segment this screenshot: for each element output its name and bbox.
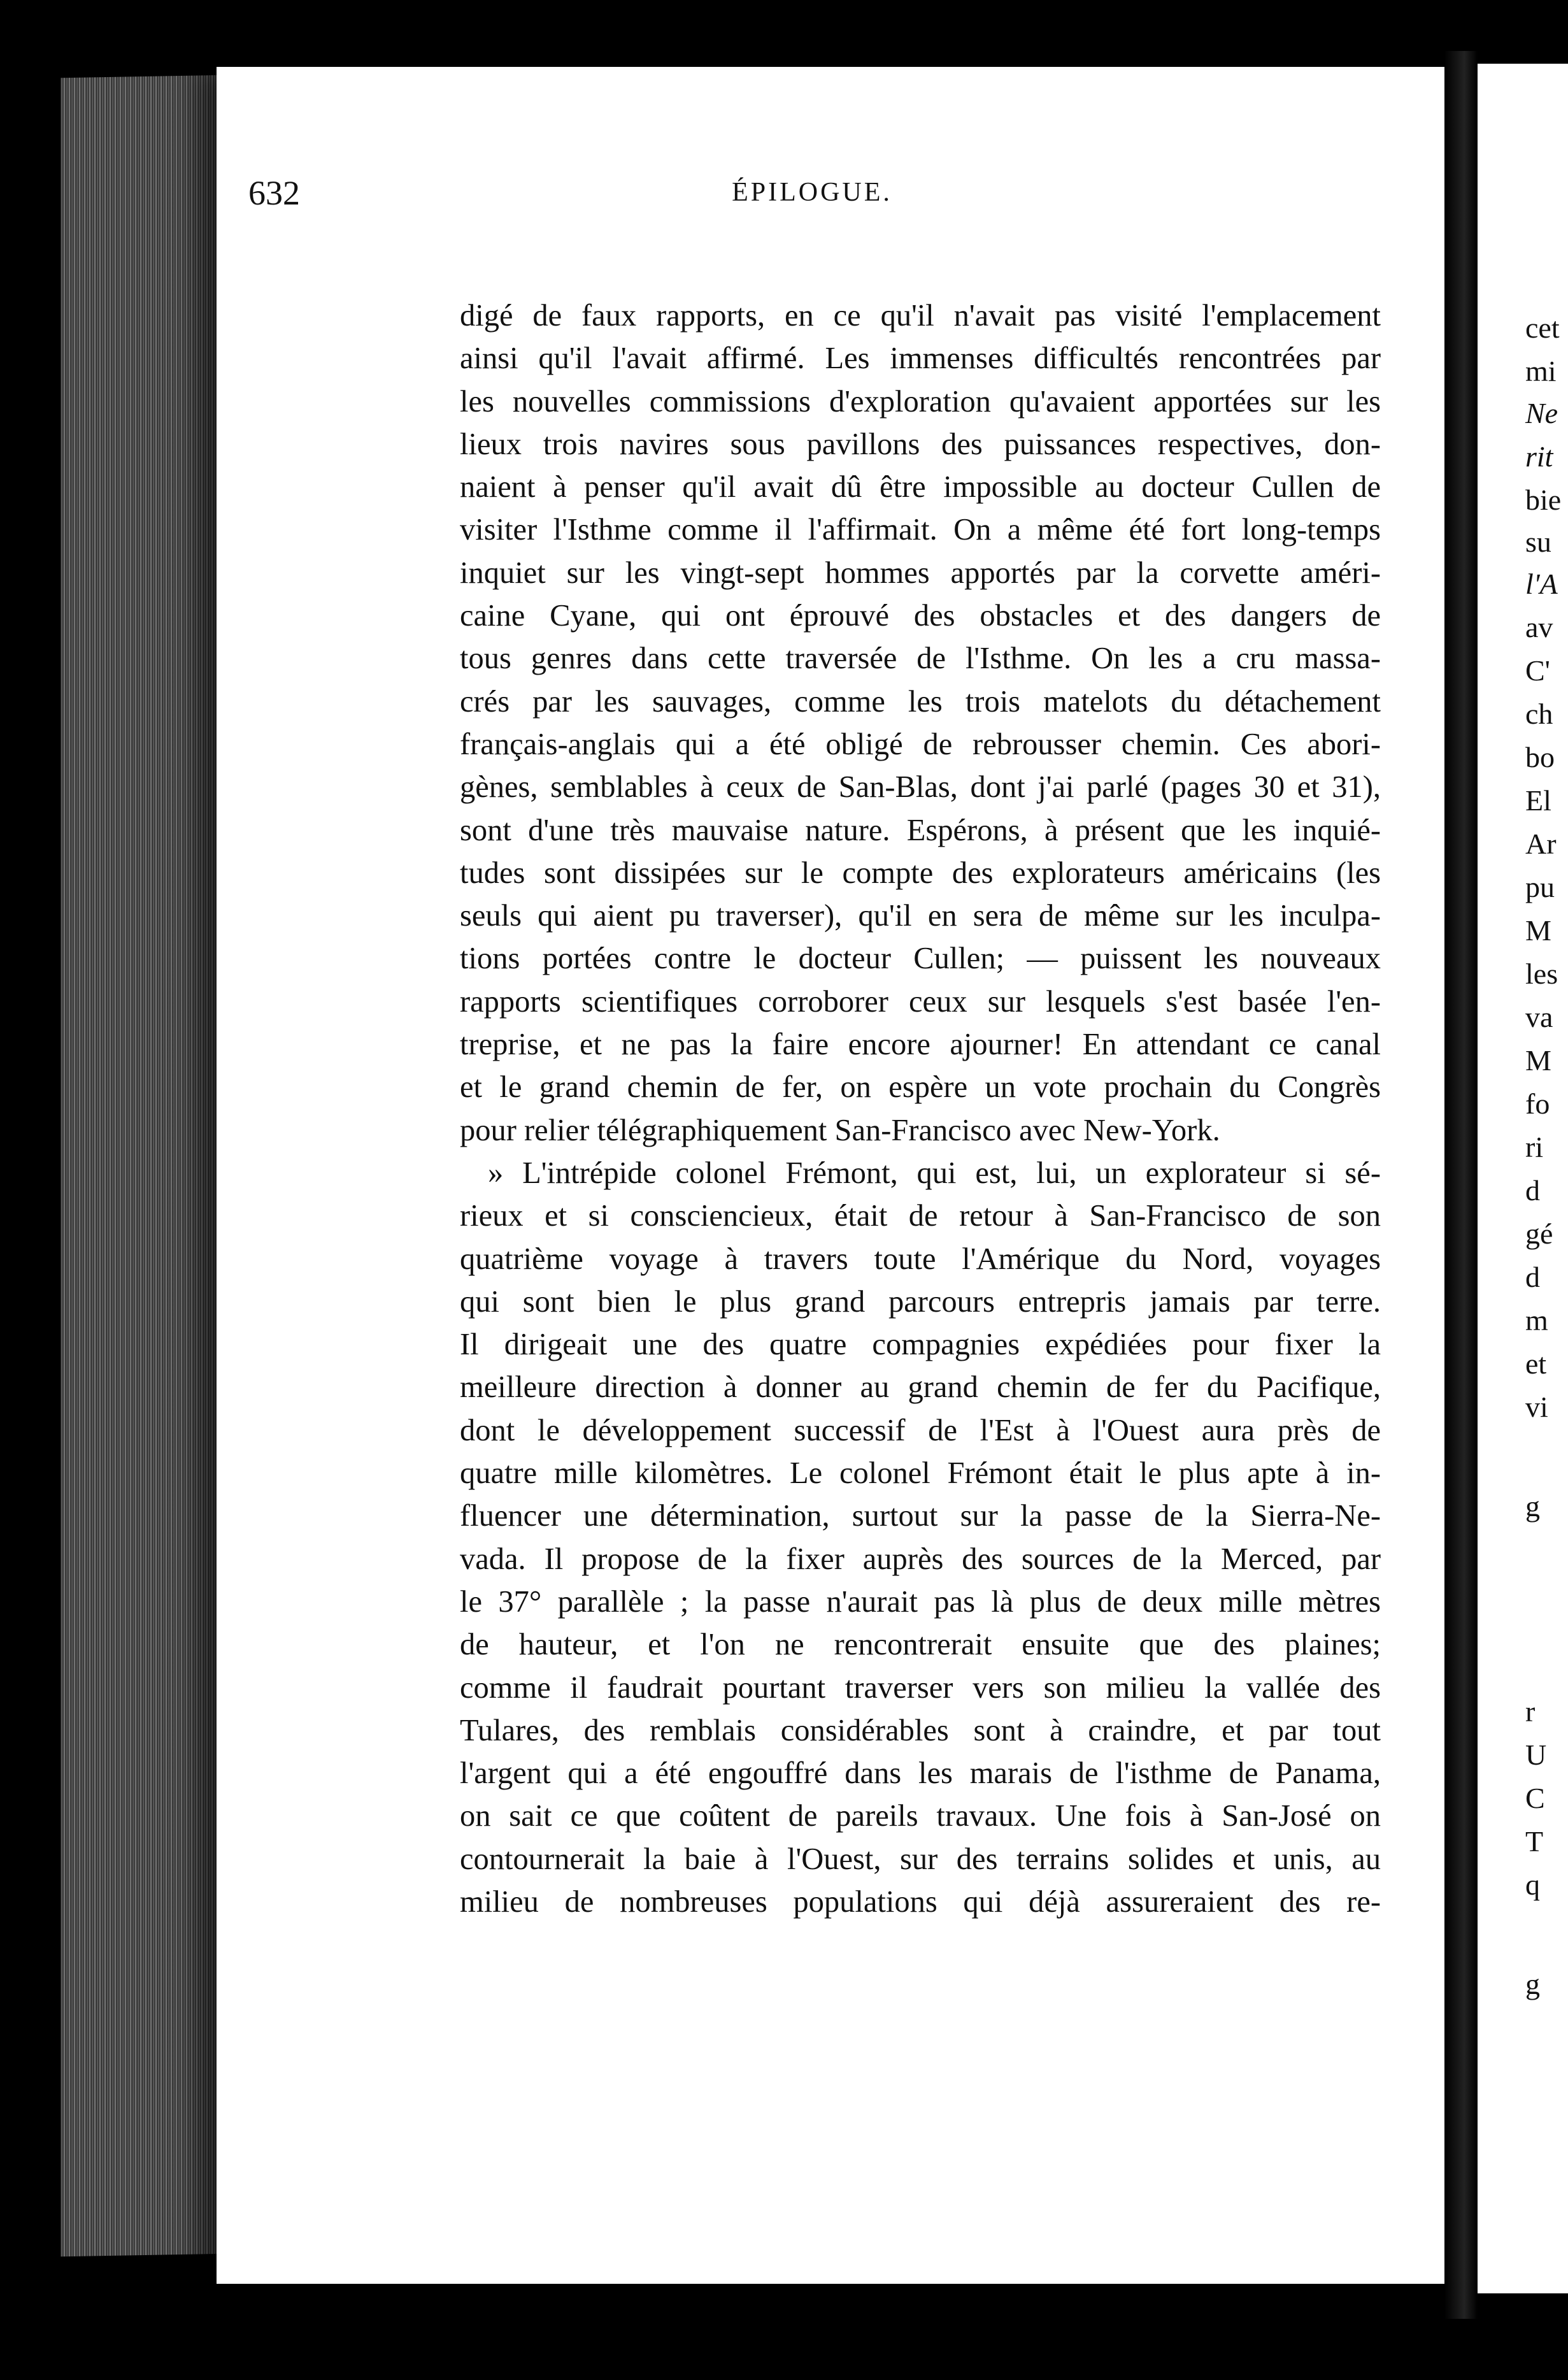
text-line: on sait ce que coûtent de pareils travaux. Une fois à San-José on xyxy=(460,1799,1381,1833)
facing-page-fragment: T xyxy=(1525,1825,1544,1858)
facing-page-fragment: d xyxy=(1525,1261,1540,1293)
text-line: de hauteur, et l'on ne rencontrerait ensuite que des plaines; xyxy=(460,1628,1381,1662)
book-gutter xyxy=(1444,51,1478,2319)
facing-page-fragment: Ar xyxy=(1525,828,1557,860)
text-line: le 37° parallèle ; la passe n'aurait pas là plus de deux mille mètres xyxy=(460,1584,1381,1619)
text-line: sont d'une très mauvaise nature. Espérons, à présent que les inquié- xyxy=(460,813,1381,847)
text-line: vada. Il propose de la fixer auprès des sources de la Merced, par xyxy=(460,1542,1381,1576)
facing-page-fragment: El xyxy=(1525,784,1551,817)
facing-page-fragment: cet xyxy=(1525,312,1560,344)
text-line: lieux trois navires sous pavillons des puissances respectives, don- xyxy=(460,427,1381,461)
text-line: rapports scientifiques corroborer ceux sur lesquels s'est basée l'en- xyxy=(460,984,1381,1019)
text-line: comme il faudrait pourtant traverser vers son milieu la vallée des xyxy=(460,1670,1381,1705)
facing-page-fragment: Ne xyxy=(1525,397,1558,429)
book-page-edges xyxy=(61,75,226,2257)
text-line: meilleure direction à donner au grand chemin de fer du Pacifique, xyxy=(460,1370,1381,1405)
text-line: caine Cyane, qui ont éprouvé des obstacles et des dangers de xyxy=(460,599,1381,633)
text-line: contournerait la baie à l'Ouest, sur des terrains solides et unis, au xyxy=(460,1842,1381,1876)
facing-page-fragment: et xyxy=(1525,1347,1547,1380)
facing-page-fragment: C' xyxy=(1525,654,1550,687)
facing-page-fragment: bie xyxy=(1525,484,1562,516)
text-line: digé de faux rapports, en ce qu'il n'avait pas visité l'emplacement xyxy=(460,299,1381,333)
facing-page-fragment: mi xyxy=(1525,355,1557,387)
facing-page-fragment: d xyxy=(1525,1174,1540,1207)
facing-page-fragment: rit xyxy=(1525,440,1553,473)
facing-page-fragment: ri xyxy=(1525,1131,1544,1163)
facing-page-fragment: pu xyxy=(1525,871,1555,903)
text-line: et le grand chemin de fer, on espère un vote prochain du Congrès xyxy=(460,1070,1381,1105)
facing-page-fragment: bo xyxy=(1525,741,1555,773)
facing-page-fragment: C xyxy=(1525,1782,1545,1814)
facing-page-fragment: gé xyxy=(1525,1217,1553,1250)
text-line: français-anglais qui a été obligé de rebrousser chemin. Ces abori- xyxy=(460,727,1381,761)
text-line: » L'intrépide colonel Frémont, qui est, lui, un explorateur si sé- xyxy=(488,1156,1381,1190)
facing-page-fragment: g xyxy=(1525,1968,1540,2000)
text-line: dont le développement successif de l'Est à l'Ouest aura près de xyxy=(460,1413,1381,1447)
facing-page-fragment: les xyxy=(1525,957,1558,990)
running-head xyxy=(248,173,1376,224)
text-line: tous genres dans cette traversée de l'Isthme. On les a cru massa- xyxy=(460,642,1381,676)
section-title: ÉPILOGUE. xyxy=(732,178,892,207)
facing-page-fragment: g xyxy=(1525,1490,1540,1523)
facing-page-fragment: r xyxy=(1525,1695,1536,1728)
text-line: tudes sont dissipées sur le compte des explorateurs américains (les xyxy=(460,856,1381,890)
text-line: les nouvelles commissions d'exploration qu'avaient apportées sur les xyxy=(460,384,1381,419)
facing-page-fragment: M xyxy=(1525,1044,1551,1077)
facing-page-fragment: M xyxy=(1525,914,1551,947)
text-line: Tulares, des remblais considérables sont à craindre, et par tout xyxy=(460,1713,1381,1747)
text-line: seuls qui aient pu traverser), qu'il en sera de même sur les inculpa- xyxy=(460,899,1381,933)
text-line: milieu de nombreuses populations qui déjà assureraient des re- xyxy=(460,1884,1381,1919)
text-line: tions portées contre le docteur Cullen; — puissent les nouveaux xyxy=(460,942,1381,976)
text-line: qui sont bien le plus grand parcours entrepris jamais par terre. xyxy=(460,1284,1381,1319)
facing-page-fragment: l'A xyxy=(1525,568,1558,600)
text-line: naient à penser qu'il avait dû être impossible au docteur Cullen de xyxy=(460,470,1381,505)
text-line: l'argent qui a été engouffré dans les marais de l'isthme de Panama, xyxy=(460,1756,1381,1791)
text-line: quatrième voyage à travers toute l'Amérique du Nord, voyages xyxy=(460,1242,1381,1276)
facing-page-fragment: fo xyxy=(1525,1087,1550,1120)
facing-page-fragment: ch xyxy=(1525,698,1553,730)
facing-page-fragment: su xyxy=(1525,526,1551,558)
facing-page-fragment: av xyxy=(1525,611,1553,643)
text-line: gènes, semblables à ceux de San-Blas, dont j'ai parlé (pages 30 et 31), xyxy=(460,770,1381,805)
text-line: fluencer une détermination, surtout sur la passe de la Sierra-Ne- xyxy=(460,1499,1381,1533)
text-line: ainsi qu'il l'avait affirmé. Les immenses difficultés rencontrées par xyxy=(460,341,1381,376)
text-line: inquiet sur les vingt-sept hommes apportés par la corvette améri- xyxy=(460,556,1381,590)
facing-page-fragment: q xyxy=(1525,1868,1540,1901)
facing-page-fragment: vi xyxy=(1525,1391,1548,1423)
facing-page-fragment: U xyxy=(1525,1738,1547,1771)
text-line: visiter l'Isthme comme il l'affirmait. On a même été fort long-temps xyxy=(460,513,1381,547)
facing-page-fragment: va xyxy=(1525,1001,1553,1033)
text-line: treprise, et ne pas la faire encore ajourner! En attendant ce canal xyxy=(460,1028,1381,1062)
text-line: crés par les sauvages, comme les trois matelots du détachement xyxy=(460,684,1381,719)
text-line: Il dirigeait une des quatre compagnies expédiées pour fixer la xyxy=(460,1328,1381,1362)
text-line: pour relier télégraphiquement San-Francisco avec New-York. xyxy=(460,1113,1220,1147)
text-line: quatre mille kilomètres. Le colonel Frémont était le plus apte à in- xyxy=(460,1456,1381,1491)
body-text xyxy=(460,294,1381,1923)
text-line: rieux et si consciencieux, était de retour à San-Francisco de son xyxy=(460,1199,1381,1233)
facing-page-fragment: m xyxy=(1525,1304,1548,1337)
page-number: 632 xyxy=(248,174,300,212)
